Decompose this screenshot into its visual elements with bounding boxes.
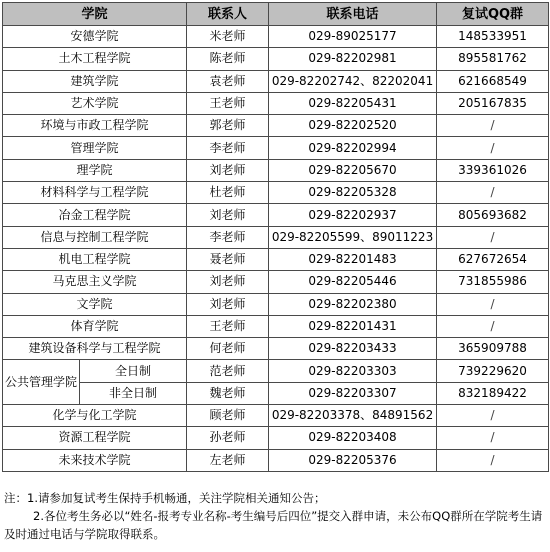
cell-college: 艺术学院	[3, 92, 187, 114]
cell-qq: /	[437, 182, 549, 204]
cell-college: 信息与控制工程学院	[3, 226, 187, 248]
cell-contact: 刘老师	[187, 204, 269, 226]
cell-qq: /	[437, 293, 549, 315]
cell-qq: /	[437, 405, 549, 427]
cell-phone: 029-82205670	[269, 159, 437, 181]
cell-contact: 郭老师	[187, 115, 269, 137]
cell-college: 安德学院	[3, 26, 187, 48]
cell-phone: 029-82205431	[269, 92, 437, 114]
cell-contact: 魏老师	[187, 382, 269, 404]
cell-college: 土木工程学院	[3, 48, 187, 70]
table-row	[3, 182, 549, 204]
cell-phone: 029-82201483	[269, 248, 437, 270]
cell-college: 冶金工程学院	[3, 204, 187, 226]
cell-contact: 范老师	[187, 360, 269, 382]
contact-table	[2, 2, 549, 472]
cell-qq: /	[437, 315, 549, 337]
cell-contact: 刘老师	[187, 271, 269, 293]
cell-phone: 029-82202380	[269, 293, 437, 315]
table-row	[3, 70, 549, 92]
cell-contact: 袁老师	[187, 70, 269, 92]
cell-contact: 李老师	[187, 137, 269, 159]
cell-college: 管理学院	[3, 137, 187, 159]
table-row	[3, 48, 549, 70]
table-row	[3, 382, 549, 404]
cell-college: 材料科学与工程学院	[3, 182, 187, 204]
note-line-2: 2.各位考生务必以“姓名-报考专业名称-考生编号后四位”提交入群申请，未公布QQ群所在学院考生请及时通过电话与学院取得联系。	[4, 509, 543, 541]
table-row	[3, 271, 549, 293]
cell-qq: 148533951	[437, 26, 549, 48]
cell-qq: 832189422	[437, 382, 549, 404]
cell-contact: 王老师	[187, 315, 269, 337]
table-row	[3, 137, 549, 159]
cell-college: 马克思主义学院	[3, 271, 187, 293]
cell-phone: 029-82205376	[269, 449, 437, 471]
note-line-1: 注：1.请参加复试考生保持手机畅通，关注学院相关通知公告；	[4, 491, 326, 505]
cell-college: 文学院	[3, 293, 187, 315]
cell-qq: 895581762	[437, 48, 549, 70]
cell-phone: 029-82202994	[269, 137, 437, 159]
cell-qq: 365909788	[437, 338, 549, 360]
table-body	[3, 26, 549, 472]
header-contact: 联系人	[187, 3, 269, 26]
cell-phone: 029-82202937	[269, 204, 437, 226]
cell-contact: 米老师	[187, 26, 269, 48]
cell-phone: 029-82202742、82202041	[269, 70, 437, 92]
cell-qq: 739229620	[437, 360, 549, 382]
cell-college: 未来技术学院	[3, 449, 187, 471]
cell-phone: 029-82203303	[269, 360, 437, 382]
cell-phone: 029-82203378、84891562	[269, 405, 437, 427]
cell-contact: 杜老师	[187, 182, 269, 204]
cell-college: 建筑设备科学与工程学院	[3, 338, 187, 360]
cell-college: 资源工程学院	[3, 427, 187, 449]
cell-contact: 顾老师	[187, 405, 269, 427]
cell-qq: 621668549	[437, 70, 549, 92]
cell-contact: 聂老师	[187, 248, 269, 270]
table-row	[3, 449, 549, 471]
cell-contact: 刘老师	[187, 159, 269, 181]
notes	[4, 489, 546, 543]
cell-college: 理学院	[3, 159, 187, 181]
cell-qq: 205167835	[437, 92, 549, 114]
cell-qq: 339361026	[437, 159, 549, 181]
cell-qq: /	[437, 449, 549, 471]
table-header-row	[3, 3, 549, 26]
table-row	[3, 248, 549, 270]
cell-contact: 李老师	[187, 226, 269, 248]
cell-study-mode: 全日制	[80, 360, 187, 382]
cell-phone: 029-82205328	[269, 182, 437, 204]
table-row	[3, 405, 549, 427]
cell-qq: 805693682	[437, 204, 549, 226]
cell-study-mode: 非全日制	[80, 382, 187, 404]
cell-contact: 刘老师	[187, 293, 269, 315]
cell-phone: 029-89025177	[269, 26, 437, 48]
cell-qq: /	[437, 226, 549, 248]
cell-contact: 孙老师	[187, 427, 269, 449]
cell-phone: 029-82202520	[269, 115, 437, 137]
cell-college: 建筑学院	[3, 70, 187, 92]
table-row	[3, 427, 549, 449]
header-phone: 联系电话	[269, 3, 437, 26]
table-row	[3, 92, 549, 114]
header-college: 学院	[3, 3, 187, 26]
cell-qq: 627672654	[437, 248, 549, 270]
cell-phone: 029-82203433	[269, 338, 437, 360]
cell-phone: 029-82203408	[269, 427, 437, 449]
cell-phone: 029-82203307	[269, 382, 437, 404]
cell-qq: /	[437, 115, 549, 137]
cell-college: 机电工程学院	[3, 248, 187, 270]
cell-contact: 王老师	[187, 92, 269, 114]
table-row	[3, 315, 549, 337]
table-row	[3, 360, 549, 382]
cell-phone: 029-82202981	[269, 48, 437, 70]
cell-college: 化学与化工学院	[3, 405, 187, 427]
cell-phone: 029-82201431	[269, 315, 437, 337]
header-qq: 复试QQ群	[437, 3, 549, 26]
table-row	[3, 159, 549, 181]
cell-college: 环境与市政工程学院	[3, 115, 187, 137]
cell-phone: 029-82205446	[269, 271, 437, 293]
table-row	[3, 338, 549, 360]
cell-qq: 731855986	[437, 271, 549, 293]
table-row	[3, 115, 549, 137]
table-row	[3, 226, 549, 248]
cell-college: 体育学院	[3, 315, 187, 337]
table-row	[3, 26, 549, 48]
cell-college: 公共管理学院	[3, 360, 80, 405]
cell-phone: 029-82205599、89011223	[269, 226, 437, 248]
cell-qq: /	[437, 427, 549, 449]
table-row	[3, 293, 549, 315]
table-row	[3, 204, 549, 226]
cell-contact: 左老师	[187, 449, 269, 471]
cell-qq: /	[437, 137, 549, 159]
cell-contact: 陈老师	[187, 48, 269, 70]
cell-contact: 何老师	[187, 338, 269, 360]
